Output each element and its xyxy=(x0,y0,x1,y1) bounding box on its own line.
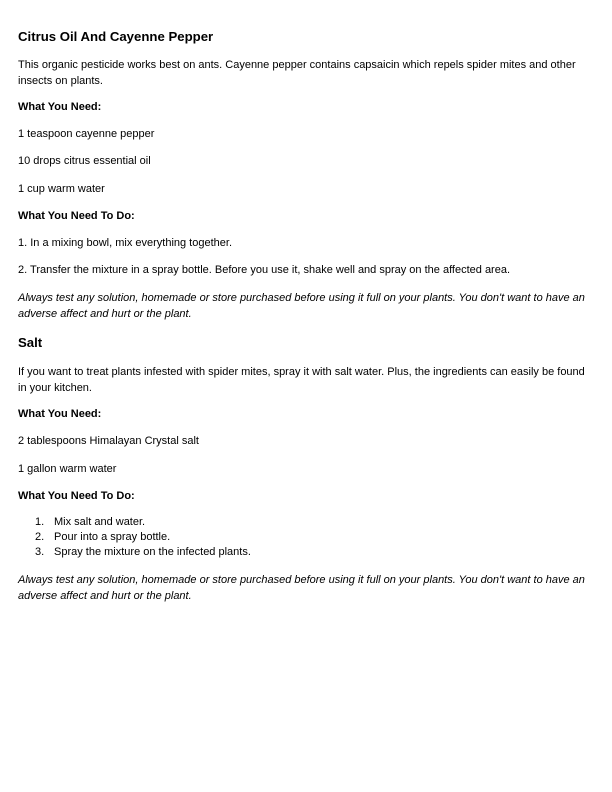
list-item xyxy=(18,515,251,530)
ingredient-item: 1 cup warm water xyxy=(18,183,105,195)
list-item-number: 2. xyxy=(35,531,45,544)
note-salt: Always test any solution, homemade or store purchased before using it full on your plants. You don't want to have an adverse affect and hurt or the plant. xyxy=(18,574,585,602)
steps-list-salt xyxy=(18,515,251,561)
todo-heading-citrus: What You Need To Do: xyxy=(18,210,135,222)
step-item: 1. In a mixing bowl, mix everything together. xyxy=(18,237,232,249)
step-item: 2. Transfer the mixture in a spray bottle. Before you use it, shake well and spray on the affected area. xyxy=(18,264,511,276)
need-heading-citrus: What You Need: xyxy=(18,101,102,113)
list-item-text: Mix salt and water. xyxy=(54,516,146,528)
section-title-citrus: Citrus Oil And Cayenne Pepper xyxy=(18,29,214,44)
section-intro-citrus: This organic pesticide works best on ants. Cayenne pepper contains capsaicin which repels spider mites and other insects on plants. xyxy=(18,59,576,87)
list-item-text: Pour into a spray bottle. xyxy=(54,531,171,544)
list-item-number: 1. xyxy=(35,516,45,528)
ingredient-item: 1 gallon warm water xyxy=(18,463,117,475)
list-item xyxy=(18,545,251,560)
list-item xyxy=(18,530,251,545)
list-item-text: Spray the mixture on the infected plants. xyxy=(54,546,251,559)
ingredient-item: 2 tablespoons Himalayan Crystal salt xyxy=(18,435,199,447)
ingredient-item: 10 drops citrus essential oil xyxy=(18,155,151,167)
todo-heading-salt: What You Need To Do: xyxy=(18,490,135,502)
ingredient-item: 1 teaspoon cayenne pepper xyxy=(18,128,155,140)
note-citrus: Always test any solution, homemade or store purchased before using it full on your plants. You don't want to have an adverse affect and hurt or the plant. xyxy=(18,292,585,320)
section-intro-salt: If you want to treat plants infested with spider mites, spray it with salt water. Plus, the ingredients can easily be found in your kitchen. xyxy=(18,366,585,394)
section-title-salt: Salt xyxy=(18,335,43,350)
list-item-number: 3. xyxy=(35,546,45,559)
need-heading-salt: What You Need: xyxy=(18,408,102,420)
